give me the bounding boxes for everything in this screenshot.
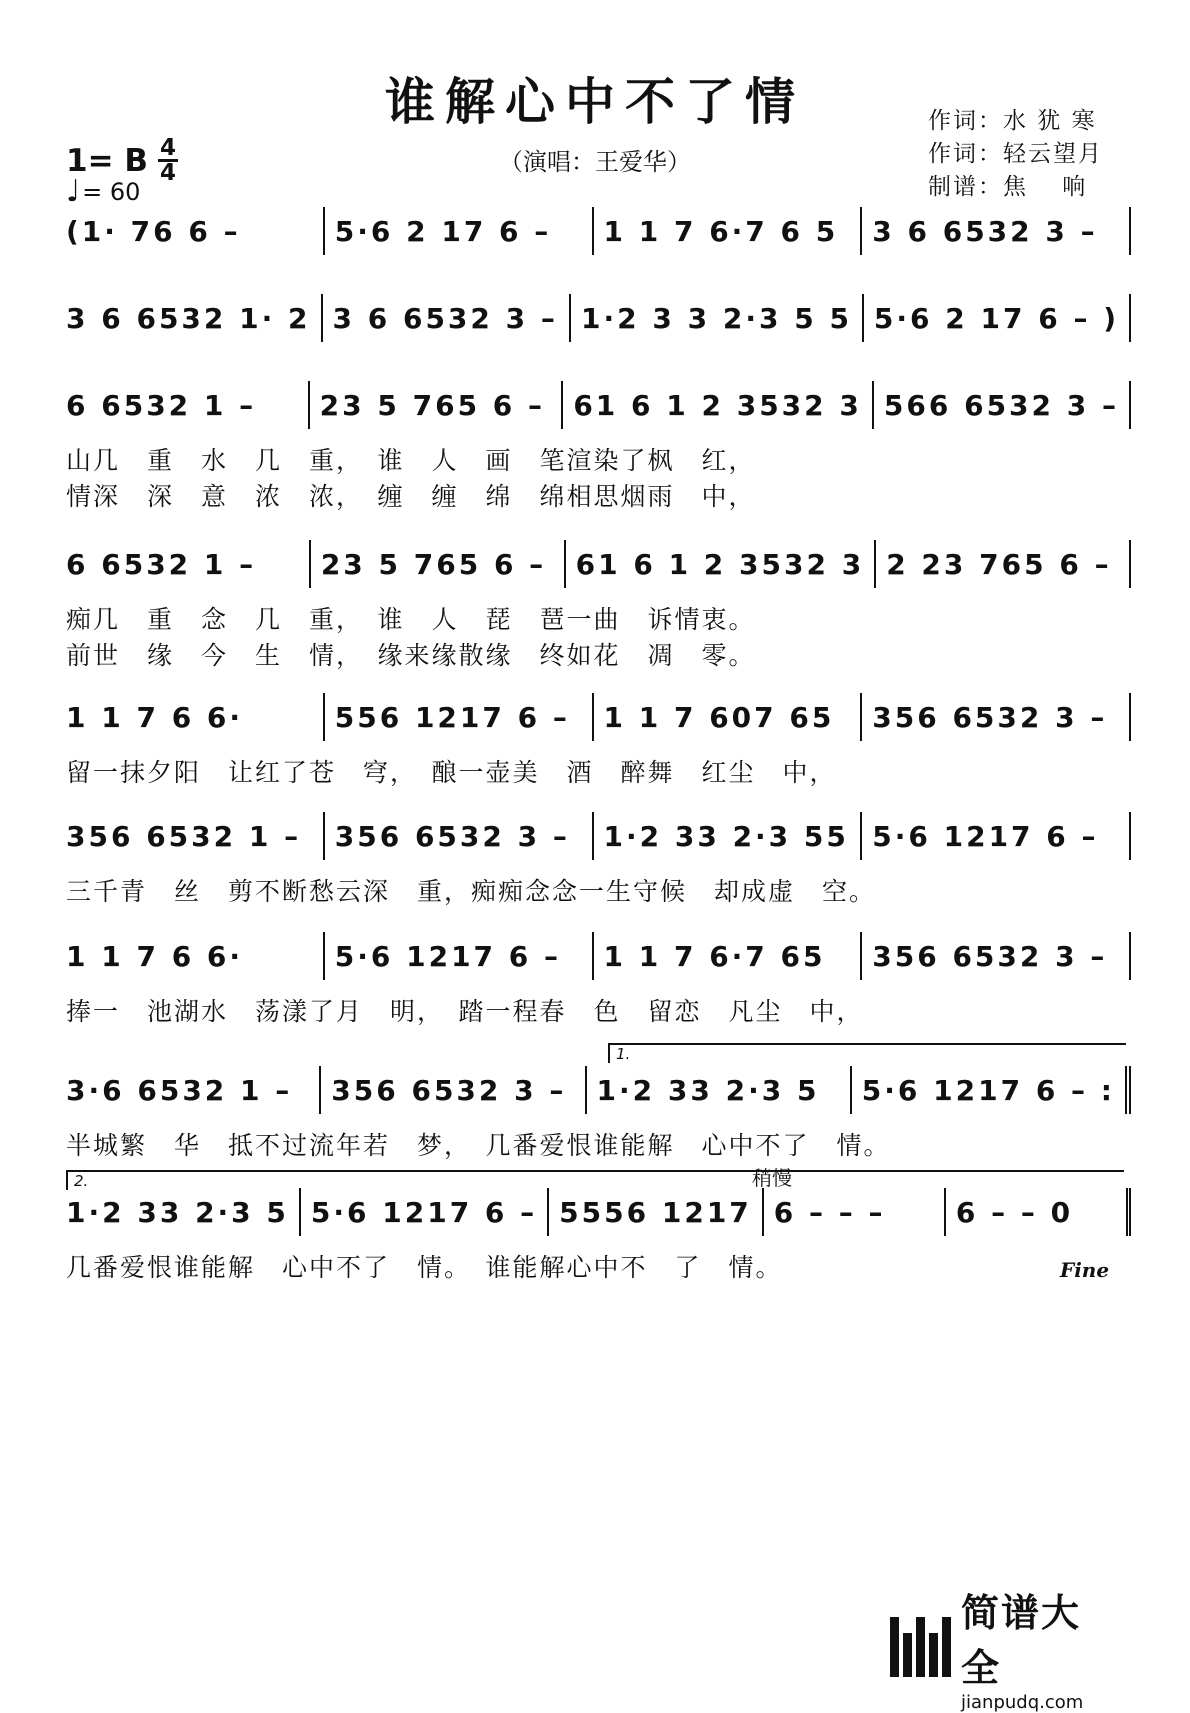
time-bottom: 4 bbox=[159, 160, 176, 186]
staff-line-9 bbox=[66, 1188, 1131, 1286]
measure: 6 – – – bbox=[764, 1188, 946, 1236]
measure: 23 5 765 6 – bbox=[310, 381, 564, 429]
lyric-line: 三千青 丝 剪不断愁云深 重，痴痴念念一生守候 却成虚 空。 bbox=[66, 877, 877, 906]
staff-line-7 bbox=[66, 932, 1131, 1030]
lyric-line: 留一抹夕阳 让红了苍 穹， 酿一壶美 酒 醉舞 红尘 中， bbox=[66, 758, 837, 787]
lyric-line: 半城繁 华 抵不过流年若 梦， 几番爱恨谁能解 心中不了 情。 bbox=[66, 1131, 891, 1160]
measure: 356 6532 3 – bbox=[325, 812, 594, 860]
measure: 6 6532 1 – bbox=[66, 381, 310, 429]
credit-lyricist-2: 作词：轻云望月 bbox=[928, 141, 1103, 167]
staff-line-3 bbox=[66, 381, 1131, 515]
fine-marking: Fine bbox=[1060, 1258, 1110, 1282]
key-signature bbox=[66, 137, 178, 184]
measure: 3·6 6532 1 – bbox=[66, 1066, 321, 1114]
singer-line: （演唱：王爱华） bbox=[499, 148, 691, 176]
staff-line-4 bbox=[66, 540, 1131, 674]
measure: 356 6532 3 – bbox=[862, 932, 1131, 980]
measure: (1· 76 6 – bbox=[66, 207, 325, 255]
lyric-verse-1: 山几 重 水 几 重， 谁 人 画 笔渲染了枫 红， bbox=[66, 446, 756, 475]
measure: 356 6532 3 – bbox=[862, 693, 1131, 741]
measure: 5·6 1217 6 – bbox=[325, 932, 594, 980]
credit-lyricist: 作词：水 犹 寒 bbox=[928, 108, 1097, 134]
measure: 23 5 765 6 – bbox=[311, 540, 566, 588]
slow-marking: 稍慢 bbox=[752, 1166, 792, 1190]
measure: 5·6 1217 6 – bbox=[862, 812, 1131, 860]
measure: 5·6 1217 6 – bbox=[301, 1188, 549, 1236]
measure: 1·2 33 2·3 5 bbox=[66, 1188, 301, 1236]
measure: 1 1 7 6 6· bbox=[66, 693, 325, 741]
lyric-verse-1: 痴几 重 念 几 重， 谁 人 琵 琶一曲 诉情衷。 bbox=[66, 605, 756, 634]
measure: 1·2 33 2·3 55 bbox=[594, 812, 863, 860]
measure: 356 6532 3 – bbox=[321, 1066, 586, 1114]
lyric-verse-2: 前世 缘 今 生 情， 缘来缘散缘 终如花 凋 零。 bbox=[66, 641, 756, 670]
staff-line-1 bbox=[66, 207, 1131, 255]
tempo-marking bbox=[66, 174, 141, 209]
measure: 356 6532 1 – bbox=[66, 812, 325, 860]
measure: 1 1 7 607 65 bbox=[594, 693, 863, 741]
staff-line-8 bbox=[66, 1066, 1131, 1164]
quarter-note-icon: ♩ bbox=[66, 174, 81, 209]
measure: 6 – – 0 bbox=[946, 1188, 1131, 1236]
measure: 2 23 765 6 – bbox=[876, 540, 1131, 588]
measure: 5556 1217 bbox=[549, 1188, 764, 1236]
volta-2-bracket bbox=[66, 1170, 1124, 1190]
logo-name: 简谱大全 bbox=[961, 1590, 1082, 1690]
measure: 556 1217 6 – bbox=[325, 693, 594, 741]
key-label: 1= B bbox=[66, 142, 148, 179]
staff-line-2 bbox=[66, 294, 1131, 342]
volta-1-bracket bbox=[608, 1043, 1126, 1063]
credit-transcriber: 制谱：焦 响 bbox=[928, 174, 1088, 200]
measure: 566 6532 3 – bbox=[874, 381, 1131, 429]
measure: 1·2 3 3 2·3 5 5 bbox=[571, 294, 864, 342]
measure: 5·6 2 17 6 – bbox=[325, 207, 594, 255]
piano-keys-icon bbox=[890, 1617, 951, 1677]
lyric-line: 捧一 池湖水 荡漾了月 明， 踏一程春 色 留恋 凡尘 中， bbox=[66, 997, 864, 1026]
measure: 3 6 6532 3 – bbox=[862, 207, 1131, 255]
volta-2-label: 2. bbox=[74, 1172, 89, 1190]
staff-line-6 bbox=[66, 812, 1131, 910]
measure: 5·6 2 17 6 – ) bbox=[864, 294, 1131, 342]
measure: 1 1 7 6·7 6 5 bbox=[594, 207, 863, 255]
credits bbox=[928, 105, 1103, 204]
measure: 1 1 7 6 6· bbox=[66, 932, 325, 980]
volta-1-label: 1. bbox=[616, 1045, 631, 1063]
lyric-verse-2: 情深 深 意 浓 浓， 缠 缠 绵 绵相思烟雨 中， bbox=[66, 482, 756, 511]
logo-url: jianpudq.com bbox=[961, 1691, 1084, 1713]
measure: 3 6 6532 1· 2 bbox=[66, 294, 323, 342]
site-logo bbox=[890, 1590, 1120, 1713]
measure: 61 6 1 2 3532 3 bbox=[563, 381, 874, 429]
measure: 1 1 7 6·7 65 bbox=[594, 932, 863, 980]
time-top: 4 bbox=[159, 135, 176, 161]
measure: 3 6 6532 3 – bbox=[323, 294, 572, 342]
song-title: 谁解心中不了情 bbox=[385, 72, 805, 131]
time-signature bbox=[158, 137, 178, 184]
staff-line-5 bbox=[66, 693, 1131, 791]
measure: 5·6 1217 6 – : bbox=[852, 1066, 1131, 1114]
measure: 6 6532 1 – bbox=[66, 540, 311, 588]
measure: 1·2 33 2·3 5 bbox=[587, 1066, 852, 1114]
tempo-value: = 60 bbox=[82, 178, 141, 206]
measure: 61 6 1 2 3532 3 bbox=[566, 540, 877, 588]
lyric-line: 几番爱恨谁能解 心中不了 情。 谁能解心中不 了 情。 bbox=[66, 1253, 783, 1282]
